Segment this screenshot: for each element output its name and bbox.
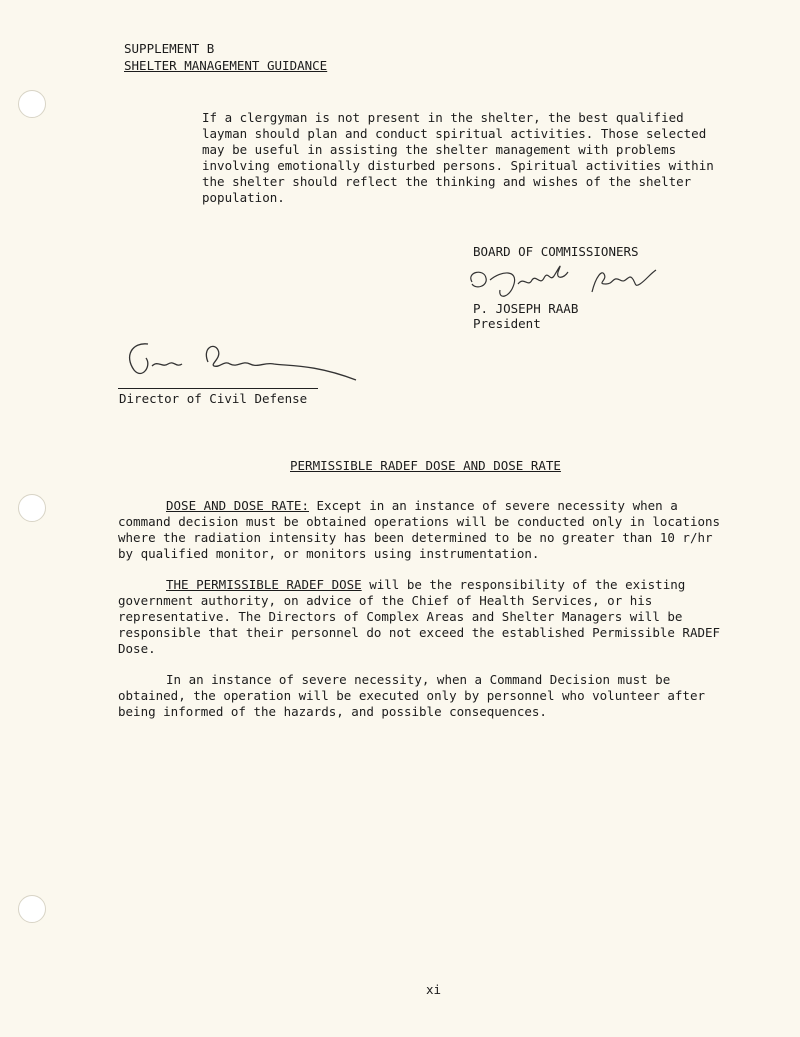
raab-name: P. JOSEPH RAAB [473,301,579,316]
raab-title: President [473,316,541,331]
dose-rate-text: Except in an instance of severe necessity when a command decision must be obtained operations will be conducted only in locations where the radiation intensity has been determined to be no greater than 10 r/hr by qualified monitor, or monitors using instrumentation. [118,498,721,561]
binder-hole [18,895,46,923]
document-header [124,40,327,74]
signature-line [118,388,318,389]
board-heading: BOARD OF COMMISSIONERS [473,244,639,259]
dose-rate-lead: DOSE AND DOSE RATE: [166,498,309,513]
permissible-dose-text: will be the responsibility of the existing government authority, on advice of the Chief of Health Services, or his representative. The Directors of Complex Areas and Shelter Managers will be responsible that their personnel do not exceed the established Permissible RADEF Dose. [118,577,721,656]
binder-hole [18,494,46,522]
permissible-dose-lead: THE PERMISSIBLE RADEF DOSE [166,577,362,592]
necessity-paragraph [118,672,738,720]
dose-rate-paragraph [118,498,728,562]
permissible-dose-paragraph [118,577,728,657]
intro-paragraph: If a clergyman is not present in the shelter, the best qualified layman should plan and conduct spiritual activities. Those selected may be useful in assisting the shelter management with problems involving emotionally disturbed persons. Spiritual activities within the shelter should reflect the thinking and wishes of the shelter population. [202,110,714,205]
page-number: xi [426,982,442,997]
section-title: PERMISSIBLE RADEF DOSE AND DOSE RATE [290,458,561,473]
header-title: SHELTER MANAGEMENT GUIDANCE [124,58,328,73]
header-supplement: SUPPLEMENT B [124,41,215,56]
civil-defense-signature [118,336,363,388]
raab-signature [462,262,672,304]
binder-hole [18,90,46,118]
necessity-text: In an instance of severe necessity, when a Command Decision must be obtained, the operation will be executed only by personnel who volunteer after being informed of the hazards, and possible consequences. [118,672,705,719]
civil-defense-title: Director of Civil Defense [119,391,308,406]
